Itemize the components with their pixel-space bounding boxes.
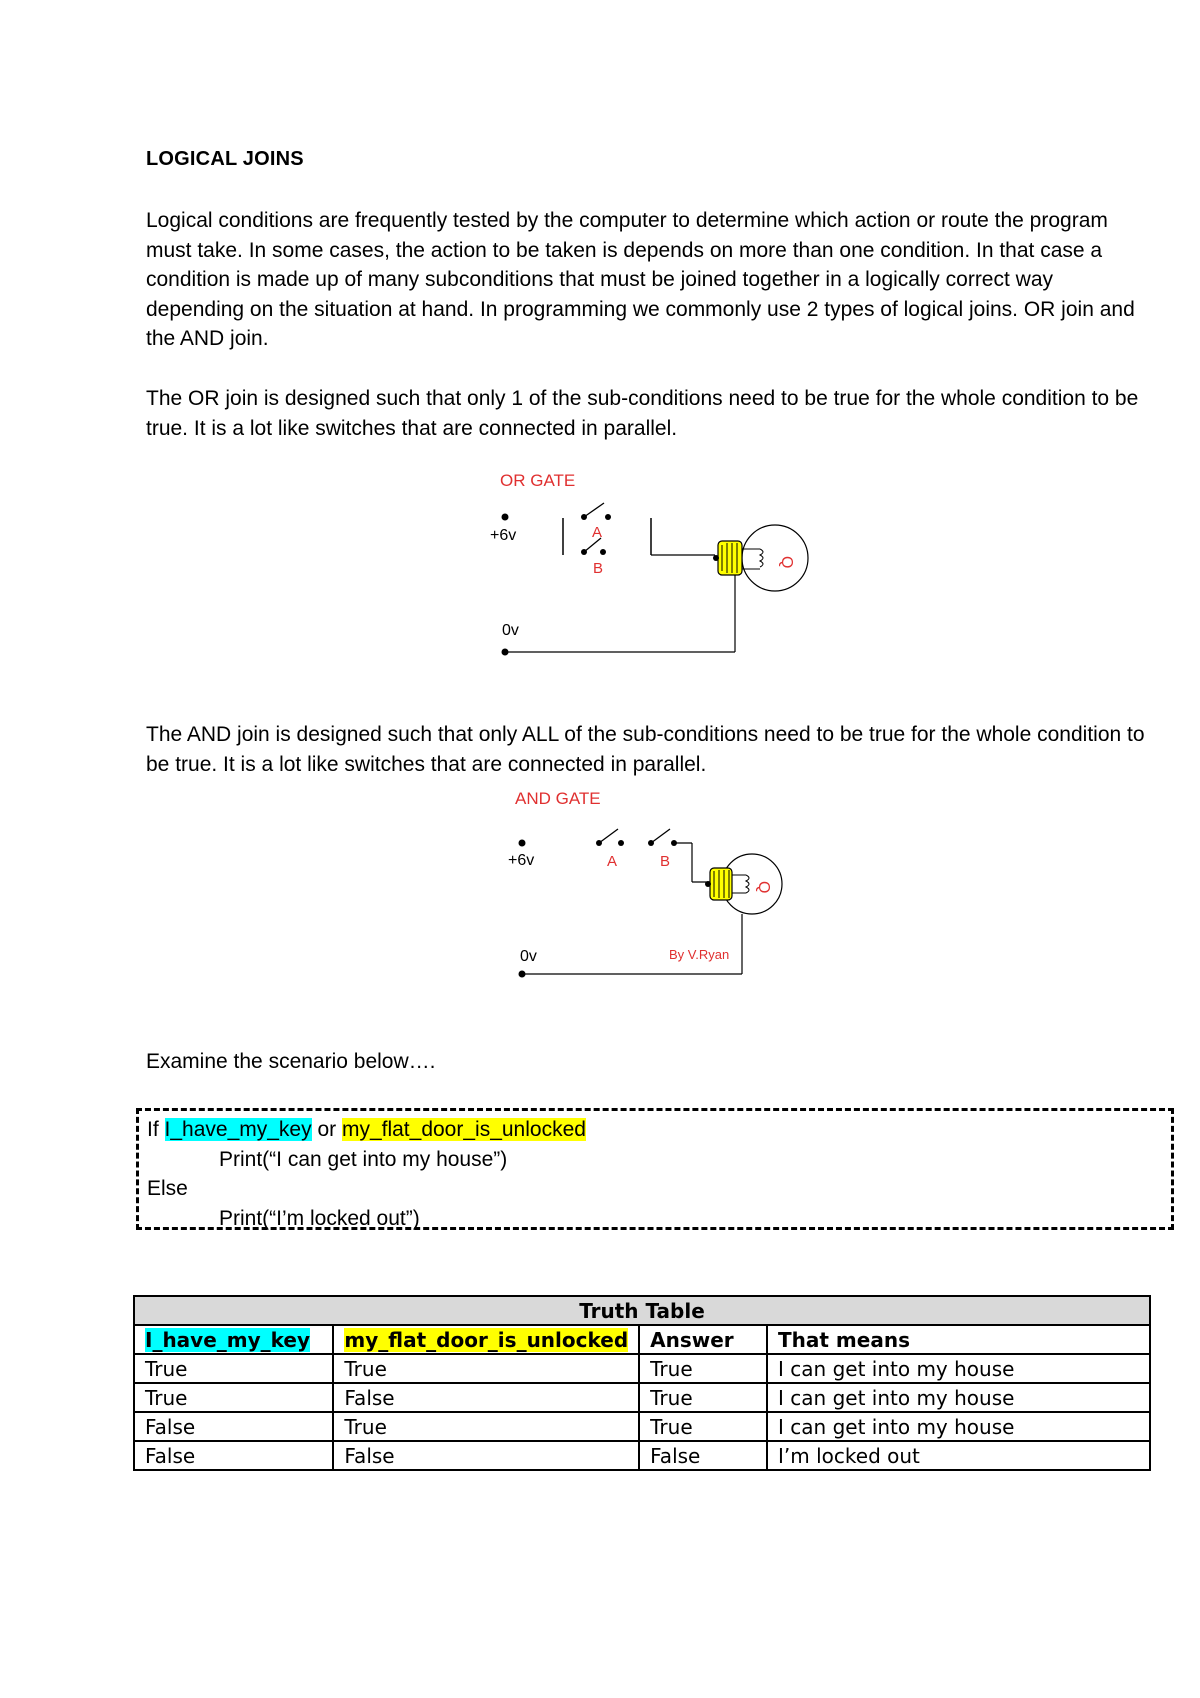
or-plus-label: +6v	[490, 527, 517, 544]
header-cell	[134, 1325, 333, 1354]
header-meaning: That means	[767, 1325, 1150, 1354]
code-if-line	[147, 1115, 1171, 1145]
or-plus-terminal	[502, 514, 509, 521]
code-var-key: I_have_my_key	[164, 1118, 312, 1141]
table-row	[134, 1383, 1150, 1412]
or-gate-diagram	[480, 465, 820, 670]
table-cell: True	[639, 1412, 767, 1441]
table-cell: I’m locked out	[767, 1441, 1150, 1470]
table-cell: True	[333, 1412, 639, 1441]
code-print-false: Print(“I’m locked out”)	[219, 1206, 420, 1230]
and-credit-label: By V.Ryan	[669, 947, 730, 962]
table-cell: False	[134, 1412, 333, 1441]
table-row	[134, 1412, 1150, 1441]
truth-table-title: Truth Table	[134, 1296, 1150, 1325]
and-join-paragraph: The AND join is designed such that only ALL of the sub-conditions need to be true for the whole condition to be true. It is a lot like switches that are connected in parallel.	[146, 723, 1145, 776]
or-switch-b-label: B	[593, 560, 604, 577]
and-plus-label: +6v	[508, 852, 535, 869]
truth-table	[133, 1295, 1151, 1471]
or-gate-title: OR GATE	[500, 471, 576, 490]
table-cell: False	[134, 1441, 333, 1470]
table-cell: I can get into my house	[767, 1354, 1150, 1383]
table-row	[134, 1354, 1150, 1383]
code-var-door: my_flat_door_is_unlocked	[341, 1118, 586, 1141]
pseudocode-box	[136, 1108, 1174, 1230]
table-cell: True	[134, 1383, 333, 1412]
table-cell: I can get into my house	[767, 1412, 1150, 1441]
header-answer: Answer	[639, 1325, 767, 1354]
truth-table-header-row	[134, 1325, 1150, 1354]
code-else-line: Else	[147, 1177, 188, 1200]
code-or-keyword: or	[311, 1118, 342, 1141]
or-switch-a-label: A	[592, 524, 603, 541]
and-switch-b-label: B	[660, 853, 671, 870]
code-print-true: Print(“I can get into my house”)	[219, 1147, 508, 1171]
or-zero-label: 0v	[502, 622, 519, 639]
code-if-keyword: If	[147, 1118, 165, 1141]
or-bulb-glass	[742, 525, 808, 591]
table-cell: True	[639, 1383, 767, 1412]
truth-table-title-row	[134, 1296, 1150, 1325]
table-cell: False	[639, 1441, 767, 1470]
page-title: LOGICAL JOINS	[146, 148, 304, 170]
table-cell: False	[333, 1441, 639, 1470]
table-cell: True	[134, 1354, 333, 1383]
and-gate-diagram	[500, 785, 800, 985]
table-cell: True	[333, 1354, 639, 1383]
table-row	[134, 1441, 1150, 1470]
and-output-label: Q	[755, 881, 772, 894]
and-gate-title: AND GATE	[515, 789, 601, 808]
or-join-paragraph: The OR join is designed such that only 1 of the sub-conditions need to be true for the whole condition to be true. It is a lot like switches that are connected in parallel.	[146, 387, 1139, 440]
and-switch-a-label: A	[607, 853, 618, 870]
scenario-paragraph: Examine the scenario below….	[146, 1050, 436, 1073]
and-plus-terminal	[519, 840, 526, 847]
header-door: my_flat_door_is_unlocked	[344, 1327, 629, 1352]
table-cell: True	[639, 1354, 767, 1383]
table-cell: False	[333, 1383, 639, 1412]
intro-paragraph: Logical conditions are frequently tested by the computer to determine which action or route the program must take. In some cases, the action to be taken is depends on more than one condition. In that case a condition is made up of many subconditions that must be joined together in a logically correct way depending on the situation at hand. In programming we commonly use 2 types of logical joins. OR join and the AND join.	[146, 209, 1135, 351]
and-zero-label: 0v	[520, 948, 537, 965]
or-output-label: Q	[778, 556, 795, 569]
header-cell	[333, 1325, 639, 1354]
table-cell: I can get into my house	[767, 1383, 1150, 1412]
header-key: I_have_my_key	[145, 1327, 311, 1352]
